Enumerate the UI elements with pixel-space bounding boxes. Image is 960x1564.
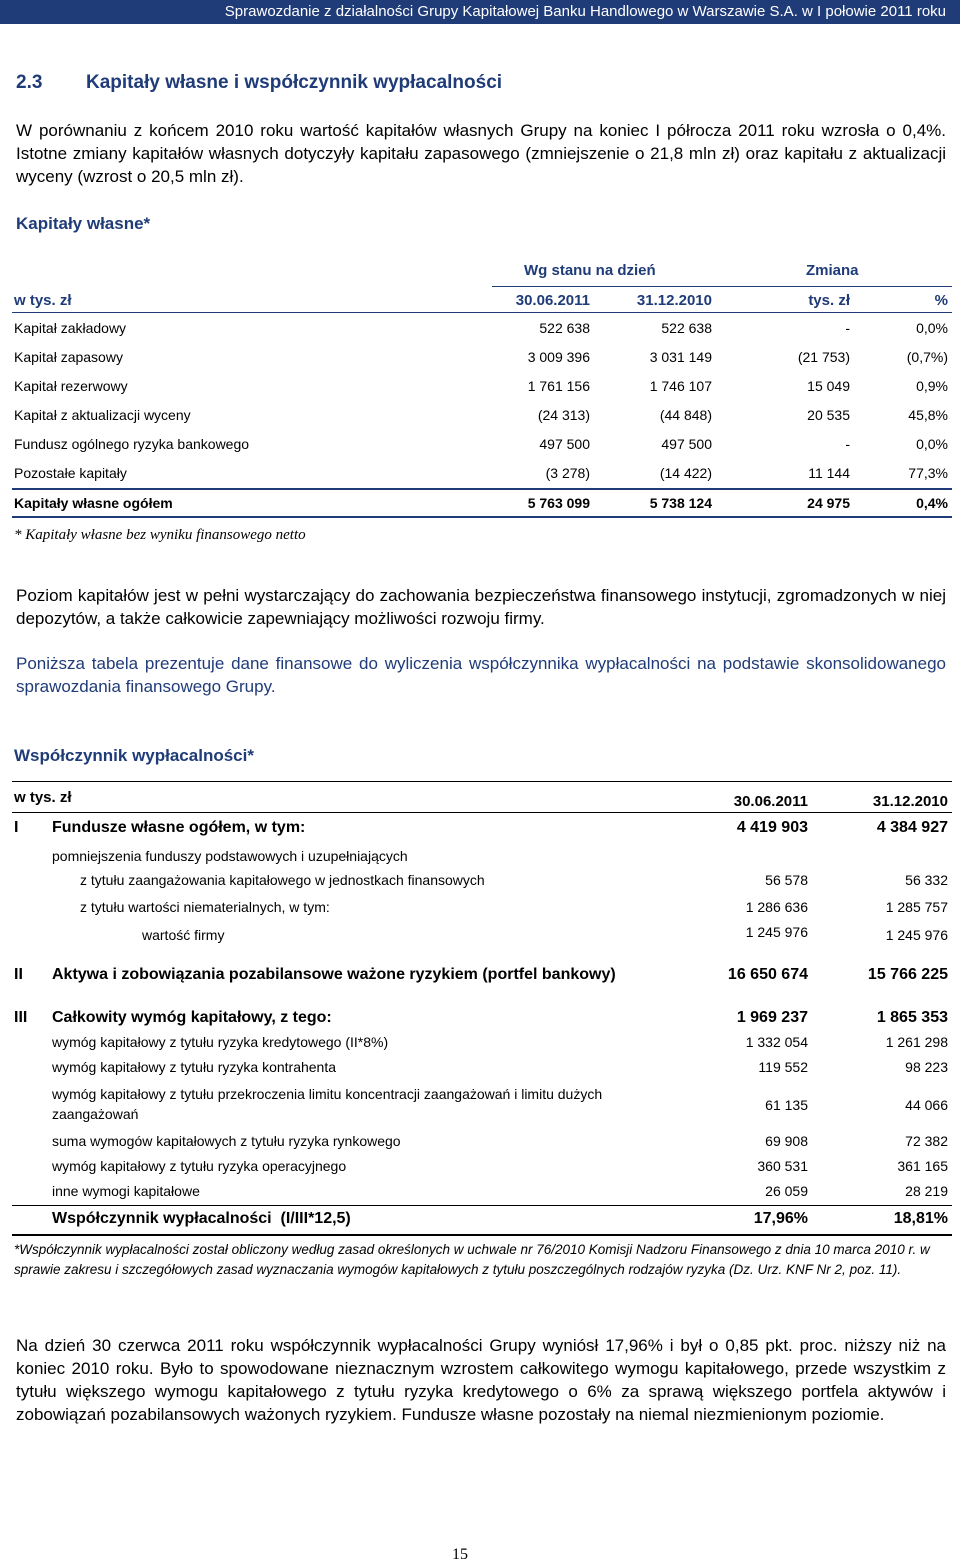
row-change-abs: 15 049 xyxy=(807,378,850,394)
row-label: wymóg kapitałowy z tytułu ryzyka kontrahenta xyxy=(52,1059,337,1075)
equity-unit-header: w tys. zł xyxy=(14,292,72,309)
row-roman-numeral: I xyxy=(14,819,19,836)
row-value-2011: 1 969 237 xyxy=(736,1009,808,1026)
solvency-col-2011: 30.06.2011 xyxy=(733,793,808,810)
equity-header-row xyxy=(12,291,952,311)
row-label: wymóg kapitałowy z tytułu ryzyka kredytowego (II*8%) xyxy=(52,1034,389,1050)
total-label: Kapitały własne ogółem xyxy=(14,495,173,511)
row-label: z tytułu zaangażowania kapitałowego w jednostkach finansowych xyxy=(80,872,485,888)
row-value-2011: 4 419 903 xyxy=(736,819,808,836)
row-value-2011: 1 761 156 xyxy=(527,378,590,394)
equity-total-bottom-rule xyxy=(12,516,952,518)
section-title-text: Kapitały własne i współczynnik wypłacalności xyxy=(86,72,503,93)
total-value-2011: 5 763 099 xyxy=(527,495,590,511)
row-change-pct: 0,0% xyxy=(916,320,948,336)
row-label: Fundusze własne ogółem, w tym: xyxy=(52,819,306,836)
row-value-2010: 1 746 107 xyxy=(649,378,712,394)
header-text: Sprawozdanie z działalności Grupy Kapitałowej Banku Handlowego w Warszawie S.A. w I połowie 2011 roku xyxy=(224,3,946,20)
equity-group-header-dates: Wg stanu na dzień xyxy=(524,262,656,279)
row-label: pomniejszenia funduszy podstawowych i uzupełniających xyxy=(52,848,408,864)
equity-table-title: Kapitały własne* xyxy=(16,214,151,233)
row-value-2010: 1 245 976 xyxy=(885,927,948,943)
row-label: Kapitał rezerwowy xyxy=(14,378,128,394)
row-value-2010: 1 285 757 xyxy=(885,899,948,915)
equity-col-2011: 30.06.2011 xyxy=(515,292,590,309)
row-value-2011: 26 059 xyxy=(765,1183,808,1199)
row-value-2010: 522 638 xyxy=(661,320,712,336)
row-label: suma wymogów kapitałowych z tytułu ryzyka rynkowego xyxy=(52,1133,401,1149)
row-value-2010: 1 261 298 xyxy=(885,1034,948,1050)
row-change-pct: (0,7%) xyxy=(906,349,948,365)
table-intro-paragraph: Poniższa tabela prezentuje dane finansowe do wyliczenia współczynnika wypłacalności na podstawie skonsolidowanego sprawozdania finansowego Grupy. xyxy=(16,654,946,696)
row-label: z tytułu wartości niematerialnych, w tym: xyxy=(80,899,330,915)
row-label: Kapitał zakładowy xyxy=(14,320,127,336)
row-label-line2: zaangażowań xyxy=(52,1106,139,1122)
row-label: wymóg kapitałowy z tytułu ryzyka operacyjnego xyxy=(52,1158,347,1174)
row-value-2011: 56 578 xyxy=(765,872,808,888)
equity-total-top-rule xyxy=(12,488,952,490)
row-value-2010: 28 219 xyxy=(905,1183,948,1199)
row-label: inne wymogi kapitałowe xyxy=(52,1183,200,1199)
row-value-2010: 3 031 149 xyxy=(649,349,712,365)
page-number: 15 xyxy=(452,1546,468,1563)
row-value-2011: 1 286 636 xyxy=(745,899,808,915)
row-label: Aktywa i zobowiązania pozabilansowe ważone ryzykiem (portfel bankowy) xyxy=(52,966,616,983)
row-value-2011: 69 908 xyxy=(765,1133,808,1149)
row-roman-numeral: II xyxy=(14,966,23,983)
equity-header-bottom-rule xyxy=(12,312,952,313)
row-value-2011: 3 009 396 xyxy=(527,349,590,365)
row-change-abs: (21 753) xyxy=(797,349,850,365)
equity-col-change-pct: % xyxy=(934,292,948,309)
equity-total-row xyxy=(12,493,952,513)
row-value-2011: 1 332 054 xyxy=(745,1034,808,1050)
conclusion-paragraph: Na dzień 30 czerwca 2011 roku współczynnik wypłacalności Grupy wyniósł 17,96% i był o 0,85 pkt. proc. niższy niż na koniec 2010 roku. Było to spowodowane nieznacznym wzrostem całkowitego wymogu kapitałowego, przede wszystkim z tytułu większego wymogu kapitałowego z tytułu ryzyka kredytowego o 6% za sprawą większego portfela aktywów i zobowiązań pozabilansowych ważonych ryzykiem. Fundusze własne pozostały na niemal niezmienionym poziomie. xyxy=(16,1336,946,1424)
ratio-value-2010: 18,81% xyxy=(893,1210,948,1227)
row-value-2010: (44 848) xyxy=(659,407,712,423)
row-change-pct: 0,0% xyxy=(916,436,948,452)
total-change-abs: 24 975 xyxy=(807,495,850,511)
row-value-2011: (3 278) xyxy=(545,465,590,481)
ratio-label: Współczynnik wypłacalności (I/III*12,5) xyxy=(52,1210,351,1227)
equity-footnote: * Kapitały własne bez wyniku finansowego netto xyxy=(14,527,306,543)
solvency-header-rule xyxy=(12,812,952,813)
equity-col-2010: 31.12.2010 xyxy=(636,292,712,309)
solvency-footnote: *Współczynnik wypłacalności został obliczony według zasad określonych w uchwale nr 76/2010 Komisji Nadzoru Finansowego z dnia 10 marca 2010 r. w sprawie zakresu i szczegółowych zasad wyznaczania wymogów kapitałowych z tytułu poszczególnych rodzajów ryzyka (Dz. Urz. KNF Nr 2, poz. 11). xyxy=(14,1242,930,1277)
solvency-col-2010: 31.12.2010 xyxy=(872,793,948,810)
row-value-2011: 119 552 xyxy=(758,1059,808,1075)
section-number: 2.3 xyxy=(16,72,43,93)
table-row xyxy=(12,405,952,425)
row-value-2010: 361 165 xyxy=(897,1158,948,1174)
capital-paragraph: Poziom kapitałów jest w pełni wystarczający do zachowania bezpieczeństwa finansowego instytucji, zgromadzonych w niej depozytów, a także całkowicie zapewniający możliwości rozwoju firmy. xyxy=(16,586,946,628)
row-label: Kapitał zapasowy xyxy=(14,349,123,365)
row-change-pct: 77,3% xyxy=(908,465,948,481)
row-value-2011: 61 135 xyxy=(765,1097,808,1113)
row-label: wartość firmy xyxy=(142,927,225,943)
row-value-2011: 16 650 674 xyxy=(727,966,808,983)
row-value-2011: 360 531 xyxy=(757,1158,808,1174)
equity-group-header-change: Zmiana xyxy=(806,262,859,279)
intro-paragraph: W porównaniu z końcem 2010 roku wartość kapitałów własnych Grupy na koniec I półrocza 2011 roku wzrosła o 0,4%. Istotne zmiany kapitałów własnych dotyczyły kapitału zapasowego (zmniejszenie o 21,8 mln zł) oraz kapitału z aktualizacji wyceny (wzrost o 20,5 mln zł). xyxy=(16,121,946,186)
row-value-2011: 497 500 xyxy=(539,436,590,452)
row-value-2011: 522 638 xyxy=(539,320,590,336)
row-value-2010: 44 066 xyxy=(905,1097,948,1113)
solvency-ratio-top-rule xyxy=(12,1205,952,1206)
row-value-2010: 1 865 353 xyxy=(876,1009,948,1026)
row-label: Fundusz ogólnego ryzyka bankowego xyxy=(14,436,250,452)
row-value-2010: 56 332 xyxy=(905,872,948,888)
page-header xyxy=(0,0,960,24)
row-label: Kapitał z aktualizacji wyceny xyxy=(14,407,191,423)
table-row xyxy=(12,376,952,396)
row-value-2010: 497 500 xyxy=(661,436,712,452)
solvency-title-rule xyxy=(12,781,952,782)
row-label-line1: wymóg kapitałowy z tytułu przekroczenia limitu koncentracji zaangażowań i limitu dużych xyxy=(52,1086,603,1102)
row-roman-numeral: III xyxy=(14,1009,28,1026)
row-change-pct: 0,9% xyxy=(916,378,948,394)
row-change-pct: 45,8% xyxy=(908,407,948,423)
row-label: Pozostałe kapitały xyxy=(14,465,127,481)
row-change-abs: - xyxy=(845,436,850,452)
solvency-unit-header: w tys. zł xyxy=(14,789,72,806)
solvency-ratio-bottom-rule xyxy=(12,1234,952,1236)
row-value-2010: (14 422) xyxy=(659,465,712,481)
table-row xyxy=(12,347,952,367)
ratio-value-2011: 17,96% xyxy=(753,1210,808,1227)
equity-header-rule xyxy=(492,286,952,287)
equity-col-change-abs: tys. zł xyxy=(808,292,850,309)
row-change-abs: - xyxy=(845,320,850,336)
row-value-2011: (24 313) xyxy=(537,407,590,423)
row-value-2010: 72 382 xyxy=(905,1133,948,1149)
row-value-2011: 1 245 976 xyxy=(745,924,808,940)
row-label: Całkowity wymóg kapitałowy, z tego: xyxy=(52,1009,332,1026)
row-change-abs: 11 144 xyxy=(808,465,850,481)
total-change-pct: 0,4% xyxy=(916,495,948,511)
table-row xyxy=(12,463,952,483)
table-row xyxy=(12,434,952,454)
total-value-2010: 5 738 124 xyxy=(649,495,712,511)
table-row xyxy=(12,318,952,338)
row-value-2010: 98 223 xyxy=(905,1059,948,1075)
section-title xyxy=(16,72,502,94)
solvency-table-title: Współczynnik wypłacalności* xyxy=(14,746,254,765)
row-change-abs: 20 535 xyxy=(807,407,850,423)
row-value-2010: 15 766 225 xyxy=(867,966,948,983)
row-value-2010: 4 384 927 xyxy=(876,819,948,836)
